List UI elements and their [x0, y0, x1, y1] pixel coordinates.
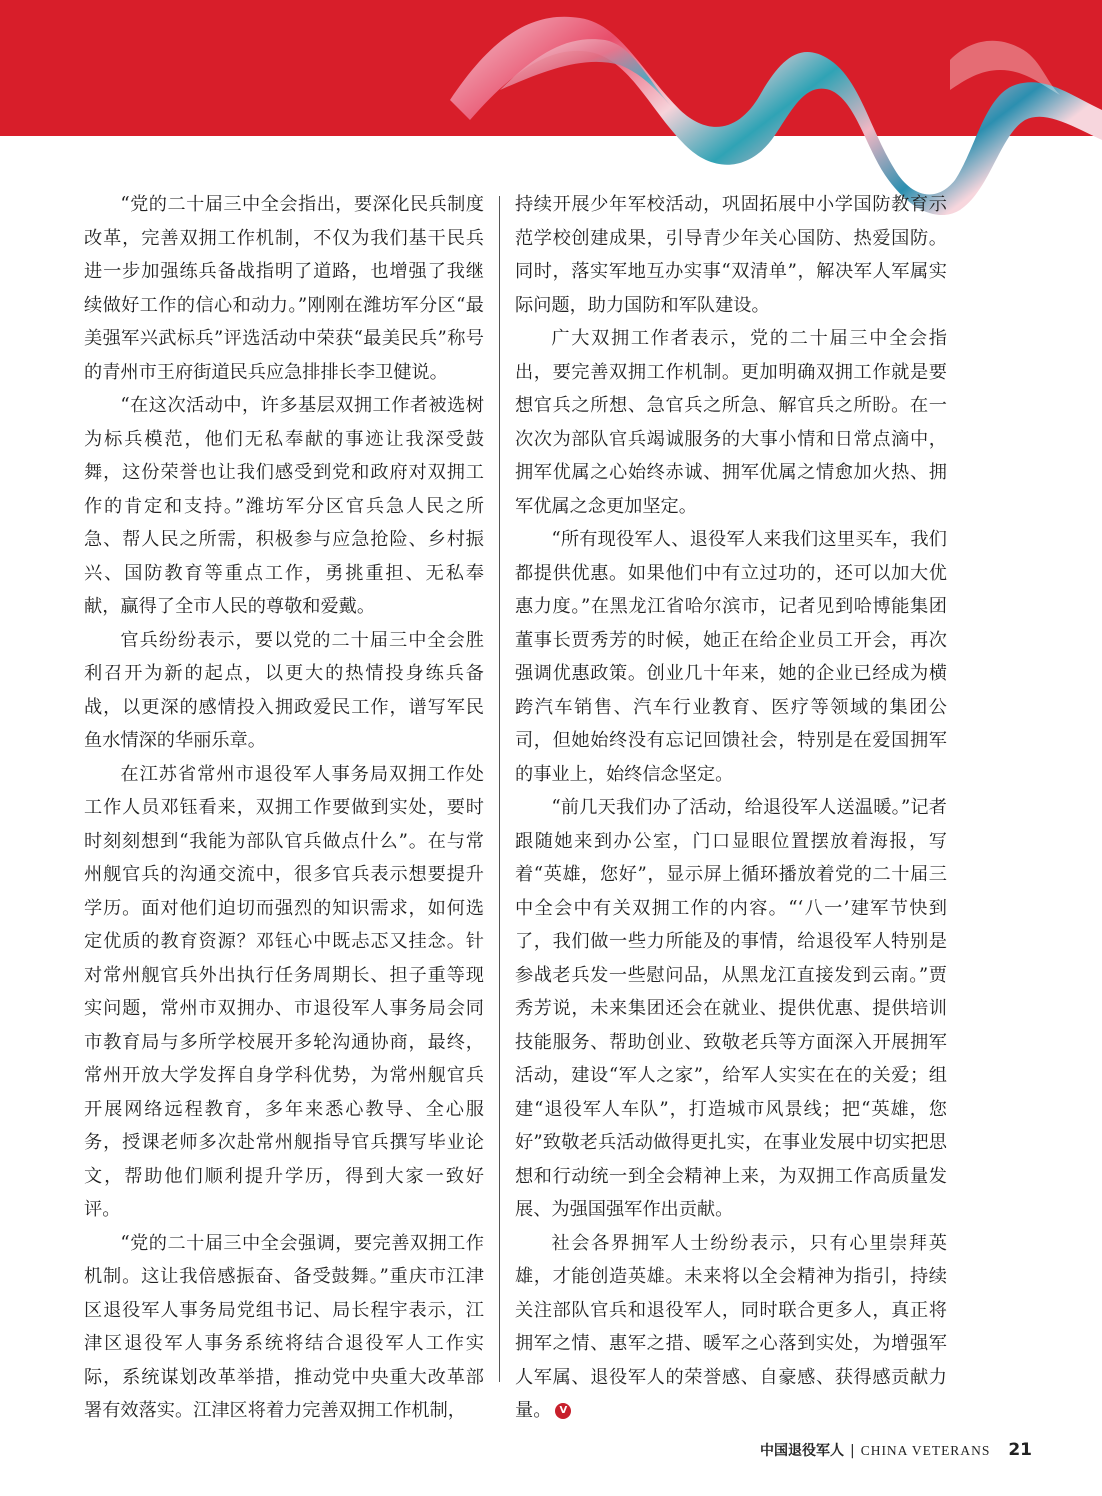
paragraph: “党的二十届三中全会强调，要完善双拥工作机制。这让我倍感振奋、备受鼓舞。”重庆市江津区退役军人事务局党组书记、局长程宇表示，江津区退役军人事务系统将结合退役军人工作实际，系统谋划改革举措，推动党中央重大改革部署有效落实。江津区将着力完善双拥工作机制， — [84, 1232, 484, 1421]
paragraph: “党的二十届三中全会指出，要深化民兵制度改革，完善双拥工作机制，不仅为我们基干民兵进一步加强练兵备战指明了道路，也增强了我继续做好工作的信心和动力。”刚刚在潍坊军分区“最美强军兴武标兵”评选活动中荣获“最美民兵”称号的青州市王府街道民兵应急排排长李卫健说。 — [84, 194, 484, 383]
paragraph: “所有现役军人、退役军人来我们这里买车，我们都提供优惠。如果他们中有立过功的，还可以加大优惠力度。”在黑龙江省哈尔滨市，记者见到哈博能集团董事长贾秀芳的时候，她正在给企业员工开会，再次强调优惠政策。创业几十年来，她的企业已经成为横跨汽车销售、汽车行业教育、医疗等领域的集团公司，但她始终没有忘记回馈社会，特别是在爱国拥军的事业上，始终信念坚定。 — [515, 529, 947, 785]
right-article-column — [515, 188, 947, 1428]
paragraph: 在江苏省常州市退役军人事务局双拥工作处工作人员邓钰看来，双拥工作要做到实处，要时时刻刻想到“我能为部队官兵做点什么”。在与常州舰官兵的沟通交流中，很多官兵表示想要提升学历。面对他们迫切而强烈的知识需求，如何选定优质的教育资源？邓钰心中既忐忑又挂念。针对常州舰官兵外出执行任务周期长、担子重等现实问题，常州市双拥办、市退役军人事务局会同市教育局与多所学校展开多轮沟通协商，最终，常州开放大学发挥自身学科优势，为常州舰官兵开展网络远程教育，多年来悉心教导、全心服务，授课老师多次赴常州舰指导官兵撰写毕业论文，帮助他们顺利提升学历，得到大家一致好评。 — [84, 763, 484, 1220]
magazine-name-cn: 中国退役军人 — [759, 1443, 844, 1459]
paragraph-final-text: 社会各界拥军人士纷纷表示，只有心里崇拜英雄，才能创造英雄。未来将以全会精神为指引，持续关注部队官兵和退役军人，同时联合更多人，真正将拥军之情、惠军之措、暖军之心落到实处，为增强军人军属、退役军人的荣誉感、自豪感、获得感贡献力量。 — [515, 1232, 947, 1421]
paragraph-final — [515, 1227, 947, 1428]
paragraph: “在这次活动中，许多基层双拥工作者被选树为标兵模范，他们无私奉献的事迹让我深受鼓舞，这份荣誉也让我们感受到党和政府对双拥工作的肯定和支持。”潍坊军分区官兵急人民之所急、帮人民之所需，积极参与应急抢险、乡村振兴、国防教育等重点工作，勇挑重担、无私奉献，赢得了全市人民的尊敬和爱戴。 — [84, 395, 484, 617]
page-number: 21 — [1008, 1440, 1032, 1460]
column-divider — [499, 196, 500, 1382]
left-article-column — [84, 188, 484, 1428]
decorative-ribbon — [430, 0, 1102, 215]
paragraph: “前几天我们办了活动，给退役军人送温暖。”记者跟随她来到办公室，门口显眼位置摆放着海报，写着“英雄，您好”，显示屏上循环播放着党的二十届三中全会中有关双拥工作的内容。“‘八一’建军节快到了，我们做一些力所能及的事情，给退役军人特别是参战老兵发一些慰问品，从黑龙江直接发到云南。”贾秀芳说，未来集团还会在就业、提供优惠、提供培训技能服务、帮助创业、致敬老兵等方面深入开展拥军活动，建设“军人之家”，给军人实实在在的关爱；组建“退役军人车队”，打造城市风景线；把“英雄，您好”致敬老兵活动做得更扎实，在事业发展中切实把思想和行动统一到全会精神上来，为双拥工作高质量发展、为强国强军作出贡献。 — [515, 797, 947, 1220]
paragraph-continuation: 持续开展少年军校活动，巩固拓展中小学国防教育示范学校创建成果，引导青少年关心国防、热爱国防。同时，落实军地互办实事“双清单”，解决军人军属实际问题，助力国防和军队建设。 — [515, 194, 947, 316]
end-mark-icon: V — [555, 1403, 571, 1419]
paragraph: 官兵纷纷表示，要以党的二十届三中全会胜利召开为新的起点，以更大的热情投身练兵备战，以更深的感情投入拥政爱民工作，谱写军民鱼水情深的华丽乐章。 — [84, 629, 484, 751]
magazine-name-en: CHINA VETERANS — [860, 1443, 991, 1458]
footer-separator: | — [849, 1443, 855, 1459]
paragraph: 广大双拥工作者表示，党的二十届三中全会指出，要完善双拥工作机制。更加明确双拥工作就是要想官兵之所想、急官兵之所急、解官兵之所盼。在一次次为部队官兵竭诚服务的大事小情和日常点滴中，拥军优属之心始终赤诚、拥军优属之情愈加火热、拥军优属之念更加坚定。 — [515, 328, 947, 517]
page-footer — [760, 1440, 1032, 1460]
